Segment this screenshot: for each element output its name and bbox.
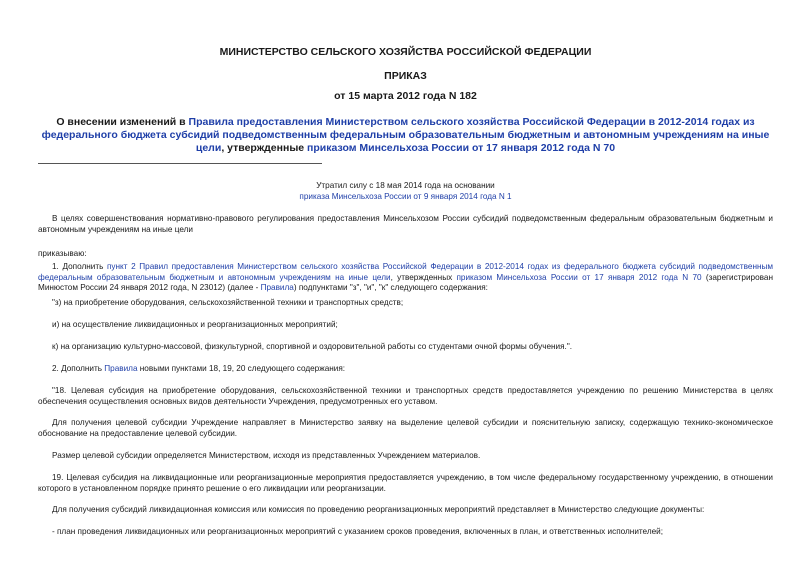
text: новыми пунктами 18, 19, 20 следующего содержания: [137,364,346,373]
lost-force-note [38,180,773,202]
text: , утвержденных [390,272,457,282]
paragraph: "18. Целевая субсидия на приобретение оборудования, сельскохозяйственной техники и транспортных средств предоставляется учреждению по решению Министерства в целях обеспечения осуществления основных видов деятельности Учреждения, предусмотренных его уставом. [38,386,773,406]
title-order-link[interactable]: приказом Минсельхоза России от 17 января 2012 года N 70 [307,142,616,154]
paragraph: Для получения целевой субсидии Учреждение направляет в Министерство заявку на выделение целевой субсидии и пояснительную записку, содержащую технико-экономическое обоснование на предоставление целевой субсидии. [38,418,773,438]
paragraph: В целях совершенствования нормативно-правового регулирования предоставления Минсельхозом России субсидий подведомственным федеральным образовательным бюджетным и автономным учреждениям на иные цели [38,214,773,234]
lost-force-text: Утратил силу с 18 мая 2014 года на основании [316,181,495,190]
paragraph: Для получения субсидий ликвидационная комиссия или комиссия по проведению реорганизационных мероприятий представляет в Министерство следующие документы: [52,505,705,514]
text: 2. Дополнить [52,364,105,373]
ministry-name: МИНИСТЕРСТВО СЕЛЬСКОГО ХОЗЯЙСТВА РОССИЙСКОЙ ФЕДЕРАЦИИ [219,46,592,58]
paragraph [38,364,773,375]
lost-force-link[interactable]: приказа Минсельхоза России от 9 января 2014 года N 1 [299,192,512,201]
title-prefix: О внесении изменений в [56,116,189,128]
document-title [38,116,773,155]
paragraph: "з) на приобретение оборудования, сельскохозяйственной техники и транспортных средств; [52,298,404,307]
order-date: от 15 марта 2012 года N 182 [334,90,477,102]
rules-link[interactable]: Правила [104,364,138,373]
text: ) подпунктами "з", "и", "к" следующего содержания: [293,283,488,293]
text: 1. Дополнить [52,262,107,271]
order-70-link[interactable]: приказом Минсельхоза России от 17 января 2012 года N 70 [456,272,702,282]
paragraph: к) на организацию культурно-массовой, физкультурной, спортивной и оздоровительной работы со студентами очной формы обучения.". [52,342,573,351]
divider [38,163,322,164]
paragraph: и) на осуществление ликвидационных и реорганизационных мероприятий; [52,320,338,329]
order-label: ПРИКАЗ [384,70,427,82]
paragraph: Размер целевой субсидии определяется Министерством, исходя из представленных Учреждением материалов. [52,451,481,460]
paragraph: 19. Целевая субсидия на ликвидационные или реорганизационные мероприятия предоставляется учреждению, в том числе федеральному государственному учреждению, в отношении которого в установленном порядке принято решение о его ликвидации или реорганизации. [38,473,773,493]
title-middle: , утвержденные [221,142,308,154]
rules-link[interactable]: Правила [260,283,294,293]
paragraph: - план проведения ликвидационных или реорганизационных мероприятий с указанием сроков проведения, включенных в план, и ответственных исполнителей; [52,527,664,536]
title-rules-link[interactable]: Правила предоставления Министерством сельского хозяйства Российской Федерации в 2012-2014 годах из федерального бюджета субсидий подведомственным федеральным образовательным бюджетным и автономным учреждениям на иные цели [41,116,770,154]
text: (зарегистрирован Минюстом России 24 января 2012 года, N 23012) (далее - [38,272,773,293]
rules-point-link[interactable]: пункт 2 Правил предоставления Министерством сельского хозяйства Российской Федерации в 2012-2014 годах из федерального бюджета субсидий подведомственным федеральным образовательным бюджетным и автономным учреждениям на иные цели [38,262,774,282]
paragraph: приказываю: [38,249,87,258]
paragraph [38,262,773,294]
